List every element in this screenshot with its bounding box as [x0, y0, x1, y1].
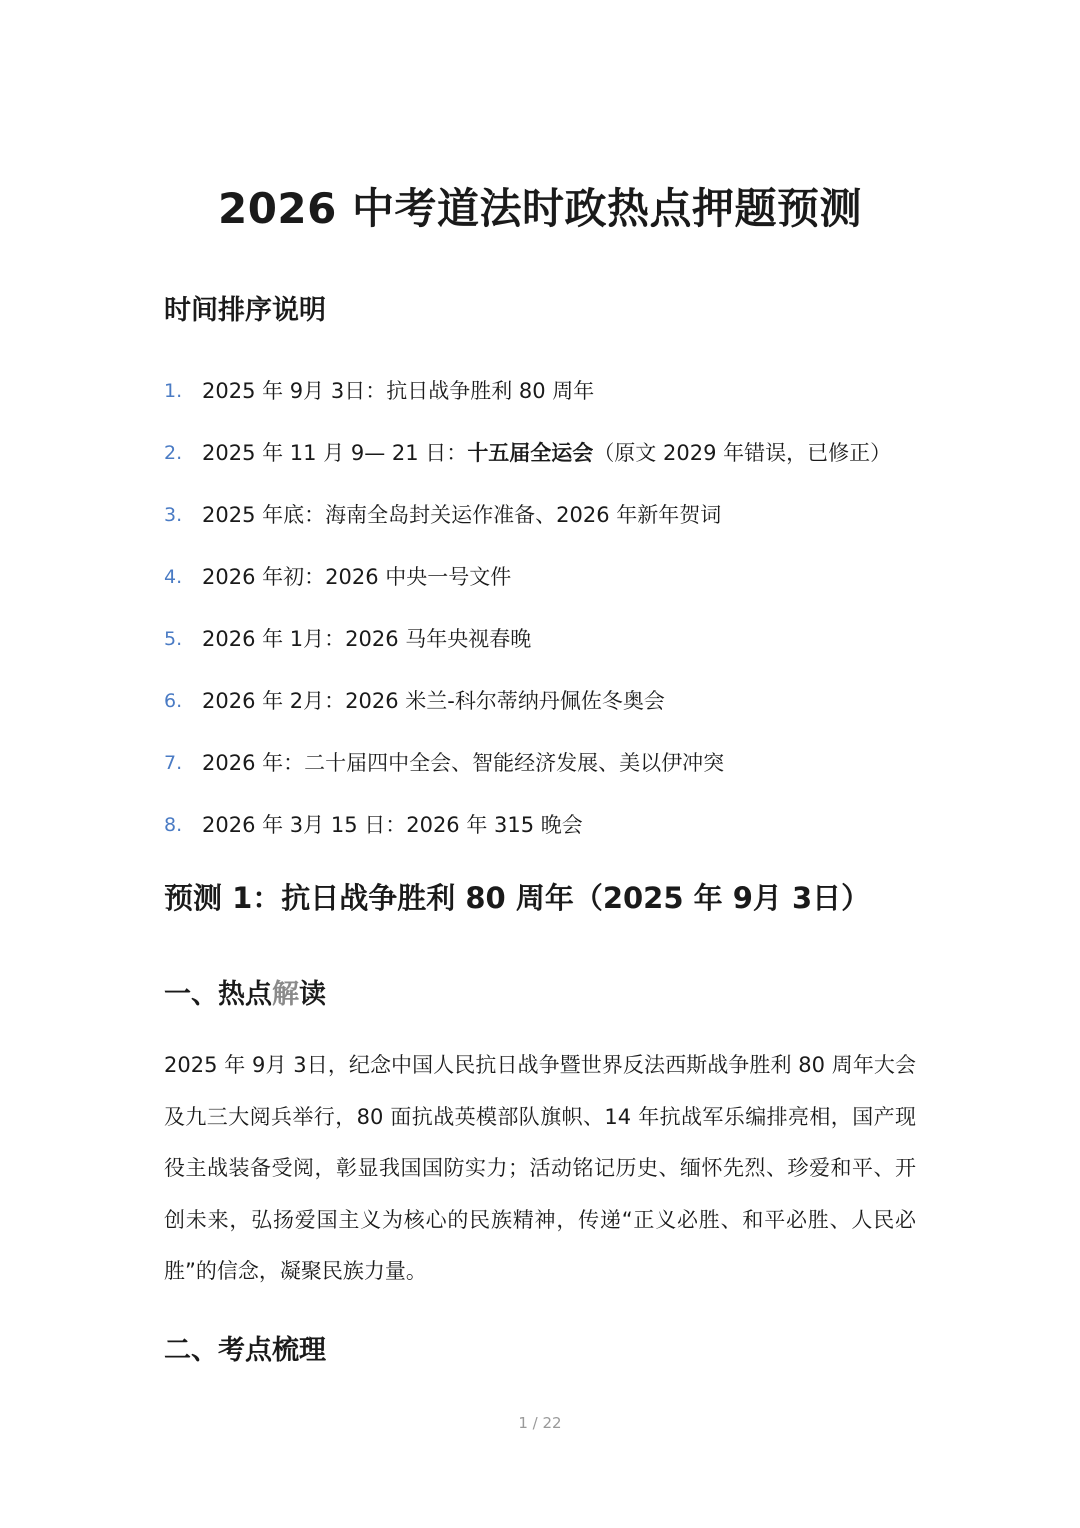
list-text: 2025 年底：海南全岛封关运作准备、2026 年新年贺词: [202, 503, 722, 527]
list-number: 2.: [164, 442, 183, 464]
list-text-bold: 十五届全运会: [467, 441, 594, 465]
prediction-heading: 预测 1：抗日战争胜利 80 周年（2025 年 9月 3日）: [164, 881, 871, 915]
list-item: [164, 546, 964, 608]
list-number: 6.: [164, 690, 183, 712]
list-text: [202, 433, 891, 473]
hotspot-paragraph: 2025 年 9月 3日，纪念中国人民抗日战争暨世界反法西斯战争胜利 80 周年大会及九三大阅兵举行，80 面抗战英模部队旗帜、14 年抗战军乐编排亮相，国产现役主战装备受阅，彰显我国国防实力；活动铭记历史、缅怀先烈、珍爱和平、开创未来，弘扬爱国主义为核心的民族精神，传递“正义必胜、和平必胜、人民必胜”的信念，凝聚民族力量。: [164, 1053, 916, 1283]
list-item: [164, 422, 964, 484]
list-item: [164, 732, 964, 794]
list-item: [164, 670, 964, 732]
list-text-suffix: （原文 2029 年错误，已修正）: [593, 441, 892, 465]
section-heading-exam-points: 二、考点梳理: [164, 1335, 326, 1366]
list-number: 4.: [164, 566, 183, 588]
list-text: 2026 年：二十届四中全会、智能经济发展、美以伊冲突: [202, 751, 725, 775]
list-text: 2026 年初：2026 中央一号文件: [202, 565, 512, 589]
timeline-list: [164, 360, 964, 856]
list-item: [164, 608, 964, 670]
page-indicator: 1 / 22: [518, 1414, 562, 1432]
list-text: 2026 年 1月：2026 马年央视春晚: [202, 627, 532, 651]
list-text: 2026 年 2月：2026 米兰-科尔蒂纳丹佩佐冬奥会: [202, 689, 665, 713]
section-heading-prefix: 一、热点: [164, 979, 272, 1010]
list-number: 5.: [164, 628, 183, 650]
list-number: 1.: [164, 380, 183, 402]
list-item: [164, 794, 964, 856]
list-text-prefix: 2025 年 11 月 9— 21 日：: [202, 441, 468, 465]
section-heading-faded-char: 解: [272, 979, 299, 1010]
page-title: 2026 中考道法时政热点押题预测: [217, 184, 863, 233]
section-heading-suffix: 读: [299, 979, 326, 1010]
section-heading-hotspot: [164, 972, 326, 1011]
list-number: 3.: [164, 504, 183, 526]
list-number: 8.: [164, 814, 183, 836]
list-number: 7.: [164, 752, 183, 774]
list-item: [164, 360, 964, 422]
list-text: 2025 年 9月 3日：抗日战争胜利 80 周年: [202, 379, 595, 403]
list-item: [164, 484, 964, 546]
section-heading-timeline: 时间排序说明: [164, 295, 326, 326]
list-text: 2026 年 3月 15 日：2026 年 315 晚会: [202, 813, 583, 837]
